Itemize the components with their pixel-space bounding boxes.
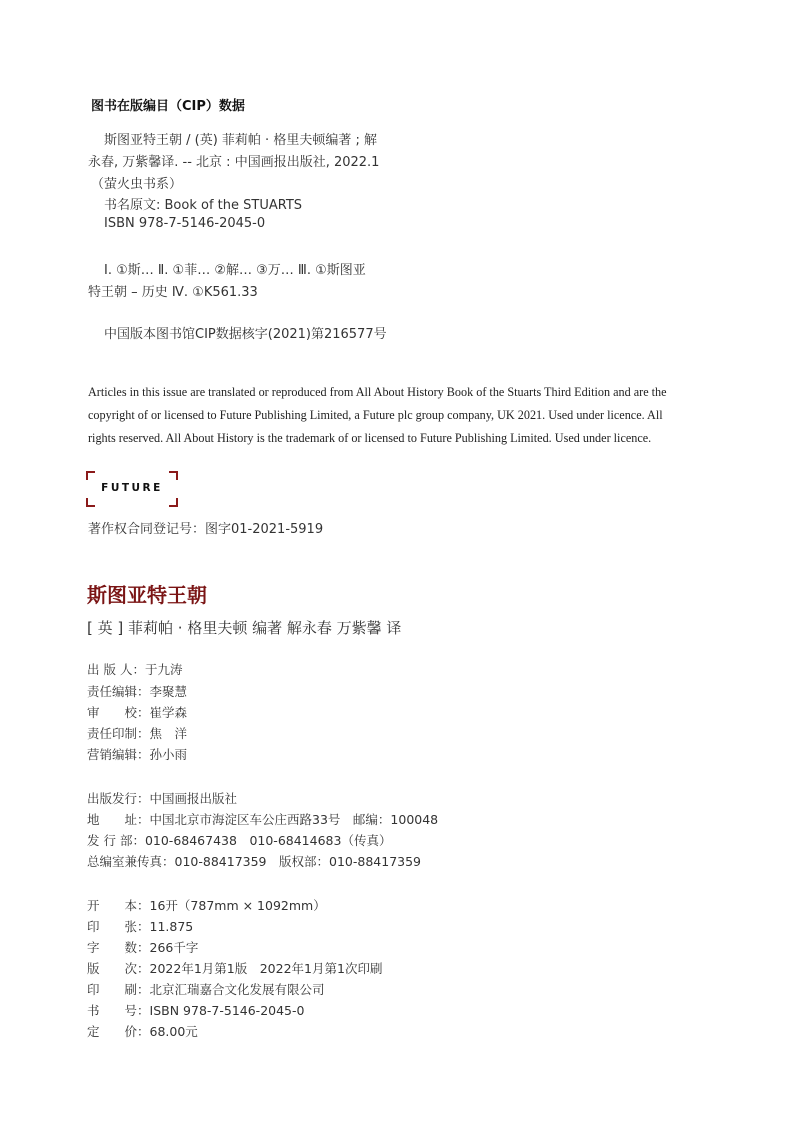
spec-row: [87, 1001, 304, 1019]
row-value: 焦 洋: [149, 726, 188, 741]
row-value: ISBN 978-7-5146-2045-0: [149, 1003, 305, 1018]
cip-line: ISBN 978-7-5146-2045-0: [104, 216, 266, 231]
row-value: 16开（787mm × 1092mm）: [149, 898, 326, 913]
cip-number: 中国版本图书馆CIP数据核字(2021)第216577号: [104, 327, 387, 342]
cip-line: 斯图亚特王朝 / (英) 菲莉帕 · 格里夫顿编著 ; 解: [104, 133, 377, 148]
row-label: 书 号：: [87, 1003, 150, 1018]
publisher-row: [87, 810, 438, 828]
row-value: 266千字: [149, 940, 199, 955]
row-label: 印 张：: [87, 919, 150, 934]
spec-row: [87, 938, 198, 956]
row-label: 出 版 人：: [87, 662, 145, 677]
row-label: 营销编辑：: [87, 747, 150, 762]
cip-line: 书名原文: Book of the STUARTS: [104, 198, 303, 213]
staff-row: [87, 660, 182, 678]
row-value: 崔学森: [149, 705, 188, 720]
row-value: 68.00元: [149, 1024, 198, 1039]
publisher-row: [87, 789, 237, 807]
row-value: 北京汇瑞嘉合文化发展有限公司: [149, 982, 325, 997]
row-label: 字 数：: [87, 940, 150, 955]
logo-corner: [86, 471, 95, 480]
row-label: 版 次：: [87, 961, 150, 976]
logo-wordmark: FUTURE: [101, 482, 163, 494]
book-title: 斯图亚特王朝: [87, 583, 207, 607]
future-logo: [86, 471, 178, 507]
cip-line: 永春, 万紫馨译. -- 北京 : 中国画报出版社, 2022.1: [88, 155, 380, 170]
staff-row: [87, 745, 187, 763]
cip-heading: 图书在版编目（CIP）数据: [91, 99, 245, 114]
row-value: 010-68467438 010-68414683（传真）: [144, 833, 392, 848]
row-value: 李聚慧: [149, 684, 188, 699]
publisher-row: [87, 852, 421, 870]
spec-row: [87, 980, 325, 998]
publisher-row: [87, 831, 391, 849]
logo-corner: [86, 498, 95, 507]
copyright-registration: 著作权合同登记号：图字01-2021-5919: [88, 522, 324, 537]
logo-corner: [169, 498, 178, 507]
row-label: 审 校：: [87, 705, 150, 720]
spec-row: [87, 959, 382, 977]
licence-line: copyright of or licensed to Future Publishing Limited, a Future plc group company, UK 2021. Used under licence. All: [88, 408, 663, 422]
row-value: 2022年1月第1版 2022年1月第1次印刷: [149, 961, 383, 976]
staff-row: [87, 682, 187, 700]
row-value: 于九涛: [144, 662, 183, 677]
spec-row: [87, 1022, 198, 1040]
row-value: 孙小雨: [149, 747, 188, 762]
row-label: 发 行 部：: [87, 833, 145, 848]
staff-row: [87, 703, 187, 721]
row-label: 出版发行：: [87, 791, 150, 806]
row-label: 总编室兼传真：: [87, 854, 175, 869]
row-value: 中国北京市海淀区车公庄西路33号 邮编：100048: [149, 812, 439, 827]
row-value: 010-88417359 版权部：010-88417359: [174, 854, 422, 869]
row-label: 开 本：: [87, 898, 150, 913]
staff-row: [87, 724, 187, 742]
row-label: 印 刷：: [87, 982, 150, 997]
spec-row: [87, 917, 193, 935]
licence-line: rights reserved. All About History is the trademark of or licensed to Future Publishing Limited. Used under licence.: [88, 431, 652, 445]
row-label: 地 址：: [87, 812, 150, 827]
licence-line: Articles in this issue are translated or reproduced from All About History Book of the Stuarts Third Edition and are the: [88, 385, 667, 399]
logo-corner: [169, 471, 178, 480]
cip-line: （萤火虫书系）: [91, 177, 183, 192]
row-label: 定 价：: [87, 1024, 150, 1039]
row-label: 责任印制：: [87, 726, 150, 741]
book-authors: [ 英 ] 菲莉帕 · 格里夫顿 编著 解永春 万紫馨 译: [87, 619, 402, 637]
cip-line: 特王朝 – 历史 Ⅳ. ①K561.33: [88, 285, 258, 300]
spec-row: [87, 896, 326, 914]
cip-line: Ⅰ. ①斯… Ⅱ. ①菲… ②解… ③万… Ⅲ. ①斯图亚: [104, 263, 366, 278]
row-value: 中国画报出版社: [149, 791, 238, 806]
row-value: 11.875: [149, 919, 194, 934]
row-label: 责任编辑：: [87, 684, 150, 699]
